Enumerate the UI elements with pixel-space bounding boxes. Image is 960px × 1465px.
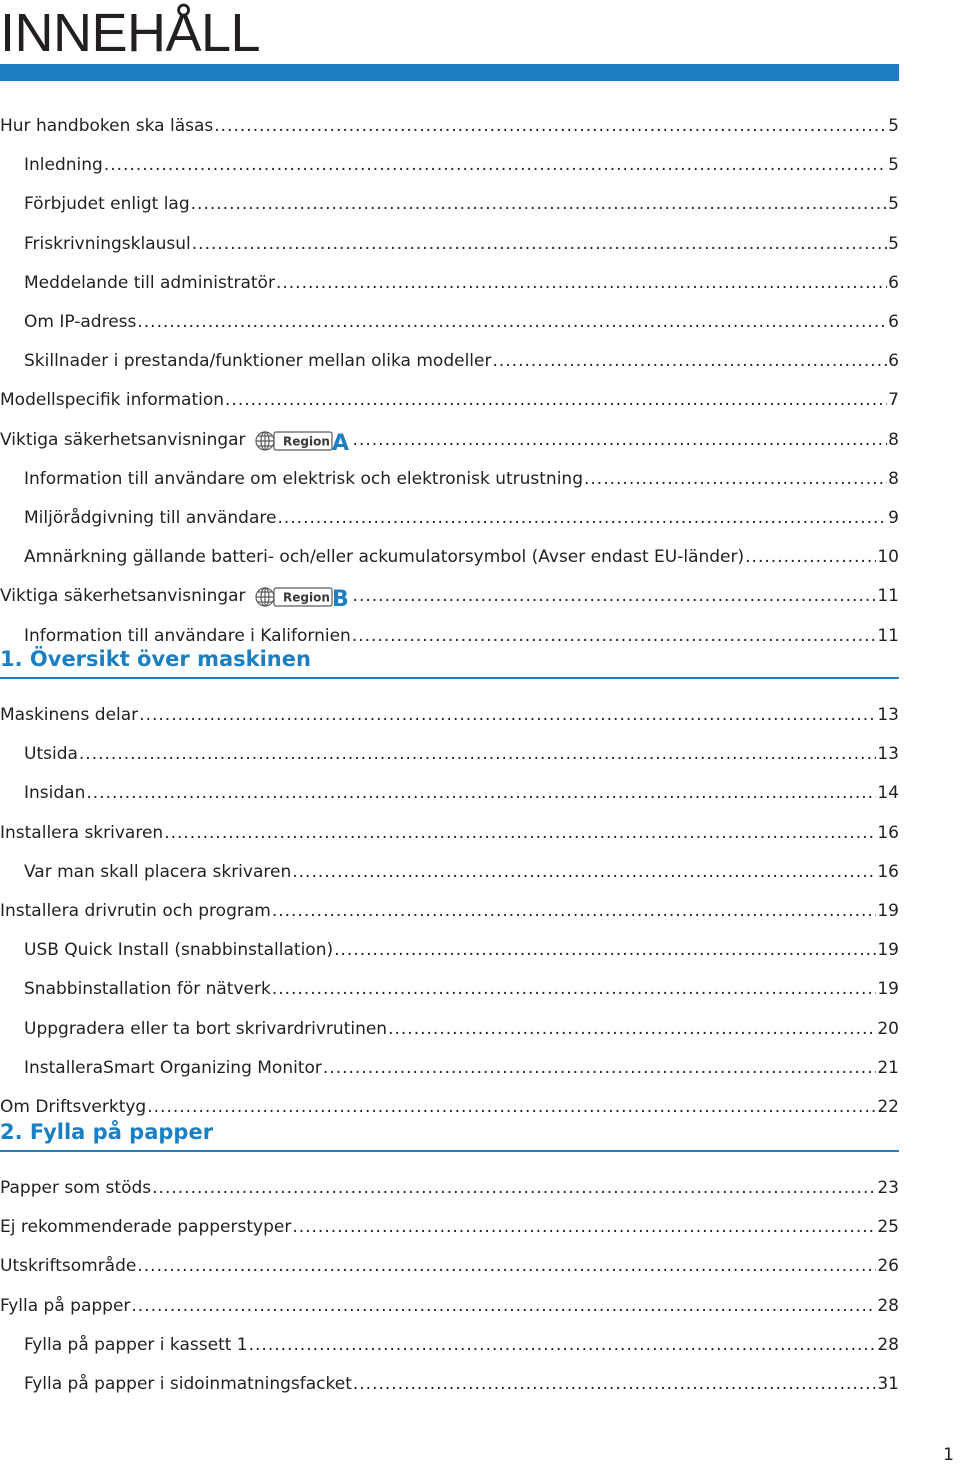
toc-entry[interactable]: [0, 1159, 899, 1198]
toc-entry-title: Modellspecifik information: [0, 390, 225, 411]
dot-leader: [276, 273, 887, 293]
toc-entry-page: 11: [877, 625, 899, 646]
toc-entry-page: 26: [877, 1256, 899, 1277]
region-badge-icon: [254, 586, 352, 608]
dot-leader: [334, 940, 876, 960]
toc-entry[interactable]: [0, 411, 899, 450]
toc-entry-page: 6: [888, 272, 899, 293]
toc-entry-title: USB Quick Install (snabbinstallation): [24, 940, 334, 961]
toc-entry-title: Maskinens delar: [0, 705, 139, 725]
toc-entry-title: Insidan: [24, 783, 86, 804]
toc-entry-page: 8: [888, 429, 899, 450]
toc-entry-page: 16: [877, 822, 899, 843]
chapter-underline: [0, 677, 899, 679]
dot-leader: [292, 1217, 876, 1237]
toc-entry-page: 13: [877, 705, 899, 725]
toc-entry-title: Uppgradera eller ta bort skrivardrivrutinen: [24, 1018, 388, 1039]
toc-entry[interactable]: [0, 1078, 899, 1117]
toc-entry-title: Fylla på papper i sidoinmatningsfacket: [24, 1374, 352, 1394]
toc-entry[interactable]: [0, 1237, 899, 1276]
toc-entry-page: 19: [877, 979, 899, 1000]
dot-leader: [137, 312, 887, 332]
dot-leader: [86, 783, 876, 803]
toc-entry-page: 5: [888, 116, 899, 136]
toc-entry-page: 5: [888, 194, 899, 215]
toc-entry-title: Information till användare om elektrisk och elektronisk utrustning: [24, 468, 583, 489]
toc-entry-title: Fylla på papper: [0, 1295, 131, 1316]
toc-entry[interactable]: [24, 332, 899, 371]
region-badge-icon: [254, 430, 352, 452]
toc-entry[interactable]: [24, 843, 899, 882]
dot-leader: [164, 823, 876, 843]
dot-leader: [353, 430, 888, 450]
dot-leader: [388, 1019, 876, 1039]
toc-entry-title: Snabbinstallation för nätverk: [24, 979, 271, 1000]
toc-entry[interactable]: [24, 1039, 899, 1078]
dot-leader: [131, 1296, 876, 1316]
region-badge: [254, 430, 352, 452]
dot-leader: [352, 626, 877, 646]
dot-leader: [137, 1256, 876, 1276]
toc-entry-title: Var man skall placera skrivaren: [24, 861, 292, 882]
toc-entry-title: Viktiga säkerhetsanvisningar: [0, 429, 246, 450]
toc-entry-page: 5: [888, 155, 899, 176]
toc-entry-title: Meddelande till administratör: [24, 272, 275, 293]
badge-letter: B: [331, 587, 349, 609]
toc-entry[interactable]: [24, 960, 899, 999]
dot-leader: [152, 1178, 876, 1198]
chapter-heading[interactable]: 2. Fylla på papper: [0, 1120, 214, 1144]
toc-entry-title: Inledning: [24, 155, 103, 176]
toc-entry-page: 31: [877, 1374, 899, 1394]
dot-leader: [249, 1335, 877, 1355]
toc-entry[interactable]: [0, 371, 899, 410]
toc-entry-page: 20: [877, 1018, 899, 1039]
toc-entry[interactable]: [24, 725, 899, 764]
toc-entry-page: 19: [877, 940, 899, 961]
toc-entry[interactable]: [0, 804, 899, 843]
toc-entry-title: Förbjudet enligt lag: [24, 194, 190, 215]
toc-entry[interactable]: [24, 921, 899, 960]
page-title: INNEHÅLL: [0, 3, 261, 63]
toc-entry[interactable]: [24, 489, 899, 528]
toc-entry[interactable]: [24, 764, 899, 803]
globe-icon: [256, 432, 274, 450]
chapter-heading[interactable]: 1. Översikt över maskinen: [0, 647, 311, 671]
toc-entry-page: 16: [877, 861, 899, 882]
toc-entry[interactable]: [24, 528, 899, 567]
toc-entry-page: 6: [888, 351, 899, 372]
badge-letter: A: [331, 430, 349, 452]
toc-entry[interactable]: [24, 1316, 899, 1355]
toc-entry-title: Installera skrivaren: [0, 822, 164, 843]
toc-entry-page: 8: [888, 468, 899, 489]
dot-leader: [139, 705, 876, 725]
toc-entry-page: 11: [877, 586, 899, 607]
dot-leader: [225, 390, 887, 410]
toc-entry[interactable]: [0, 567, 899, 609]
toc-entry[interactable]: [24, 175, 899, 214]
toc-entry-page: 10: [877, 547, 899, 568]
dot-leader: [192, 234, 887, 254]
toc-entry[interactable]: [24, 215, 899, 254]
toc-entry-page: 6: [888, 312, 899, 332]
toc-entry[interactable]: [24, 136, 899, 175]
toc-entry[interactable]: [24, 1000, 899, 1039]
toc-entry[interactable]: [0, 882, 899, 921]
toc-entry[interactable]: [24, 254, 899, 293]
globe-icon: [256, 588, 274, 606]
dot-leader: [272, 979, 877, 999]
toc-entry-page: 13: [877, 744, 899, 765]
dot-leader: [272, 901, 877, 921]
toc-entry-title: Utskriftsområde: [0, 1256, 137, 1277]
dot-leader: [353, 586, 877, 606]
toc-entry-page: 19: [877, 901, 899, 921]
toc-entry-title: Utsida: [24, 744, 78, 765]
toc-entry[interactable]: [0, 97, 899, 136]
chapter-underline: [0, 1150, 899, 1152]
toc-entry-page: 22: [877, 1097, 899, 1117]
toc-entry-page: 28: [877, 1295, 899, 1316]
toc-entry-page: 7: [888, 390, 899, 411]
toc-entry-page: 28: [877, 1334, 899, 1355]
dot-leader: [492, 351, 887, 371]
toc-entry[interactable]: [0, 686, 899, 725]
toc-entry-page: 21: [877, 1057, 899, 1078]
toc-entry-page: 9: [888, 508, 899, 528]
toc-entry-page: 23: [877, 1178, 899, 1198]
toc-entry-title: Viktiga säkerhetsanvisningar: [0, 586, 246, 607]
toc-entry-title: Om Driftsverktyg: [0, 1097, 147, 1117]
toc-entry-page: 25: [877, 1217, 899, 1238]
toc-entry[interactable]: [0, 1198, 899, 1237]
page-number: 1: [943, 1445, 954, 1465]
toc-entry[interactable]: [24, 1355, 899, 1394]
dot-leader: [292, 862, 876, 882]
badge-word: Region: [282, 434, 330, 449]
dot-leader: [79, 744, 876, 764]
toc-entry-title: Amnärkning gällande batteri- och/eller ackumulatorsymbol (Avser endast EU-länder): [24, 547, 745, 568]
toc-entry-title: Miljörådgivning till användare: [24, 508, 277, 528]
toc-entry-title: InstalleraSmart Organizing Monitor: [24, 1057, 322, 1078]
toc-entry-title: Skillnader i prestanda/funktioner mellan olika modeller: [24, 351, 492, 372]
toc-entry-title: Hur handboken ska läsas: [0, 116, 214, 136]
toc-entry-title: Om IP-adress: [24, 312, 137, 332]
badge-word: Region: [282, 590, 330, 605]
dot-leader: [147, 1097, 876, 1117]
toc-entry-page: 5: [888, 233, 899, 254]
dot-leader: [104, 155, 887, 175]
toc-entry[interactable]: [24, 607, 899, 646]
toc-entry-title: Friskrivningsklausul: [24, 233, 191, 254]
toc-entry-title: Ej rekommenderade papperstyper: [0, 1217, 292, 1238]
dot-leader: [323, 1058, 876, 1078]
toc-entry[interactable]: [24, 450, 899, 489]
dot-leader: [584, 469, 887, 489]
toc-entry-title: Fylla på papper i kassett 1: [24, 1334, 248, 1355]
toc-entry-title: Installera drivrutin och program: [0, 901, 271, 921]
dot-leader: [277, 508, 887, 528]
toc-entry-page: 14: [877, 783, 899, 804]
dot-leader: [191, 194, 888, 214]
toc-entry[interactable]: [24, 293, 899, 332]
dot-leader: [353, 1374, 876, 1394]
toc-entry[interactable]: [0, 1277, 899, 1316]
region-badge: [254, 586, 352, 608]
toc-entry-title: Papper som stöds: [0, 1178, 152, 1198]
dot-leader: [214, 116, 887, 136]
dot-leader: [745, 547, 876, 567]
toc-entry-title: Information till användare i Kalifornien: [24, 625, 351, 646]
